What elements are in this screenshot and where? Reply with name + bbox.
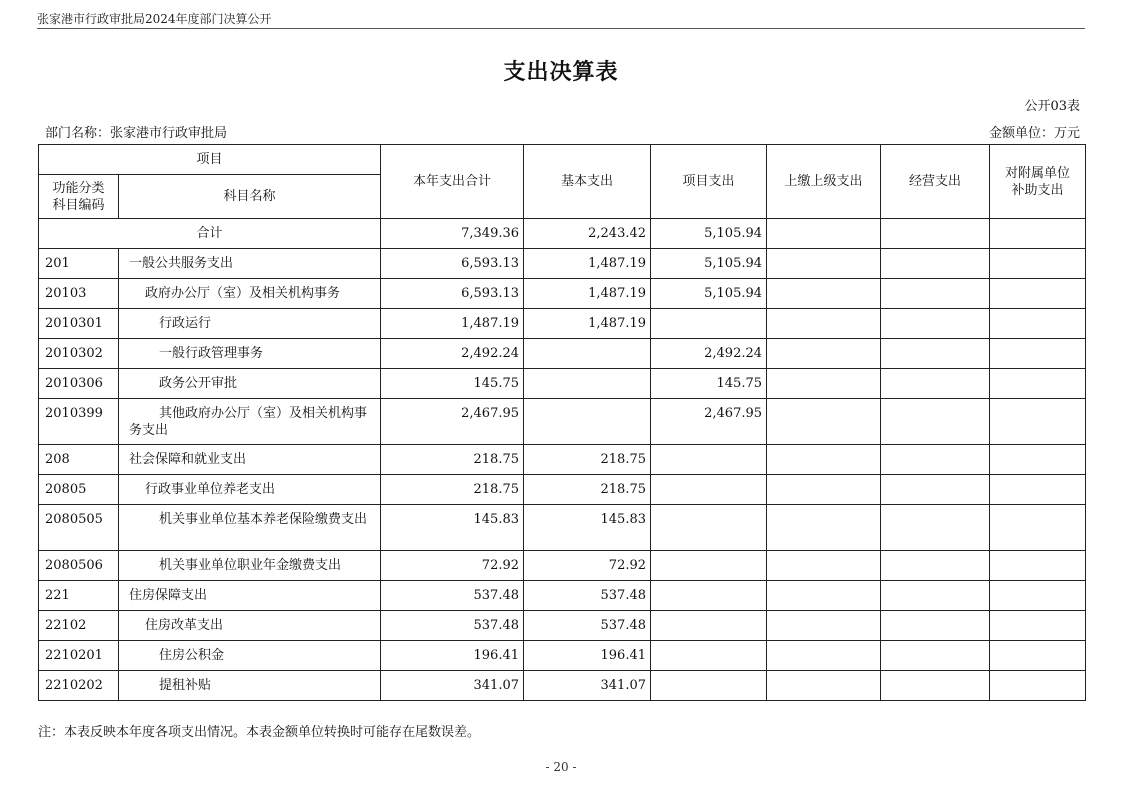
row-subsidy bbox=[990, 551, 1086, 581]
row-total: 6,593.13 bbox=[381, 279, 524, 309]
table-row bbox=[39, 309, 1086, 339]
row-basic: 145.83 bbox=[524, 505, 651, 551]
header-subject-name: 科目名称 bbox=[119, 175, 381, 219]
row-basic bbox=[524, 339, 651, 369]
row-remit bbox=[767, 641, 881, 671]
page-number: - 20 - bbox=[545, 760, 577, 774]
header-subsidy: 对附属单位 补助支出 bbox=[990, 145, 1086, 219]
row-project bbox=[651, 671, 767, 701]
row-remit bbox=[767, 279, 881, 309]
row-total: 218.75 bbox=[381, 445, 524, 475]
total-business bbox=[881, 219, 990, 249]
row-business bbox=[881, 611, 990, 641]
table-row bbox=[39, 339, 1086, 369]
row-subsidy bbox=[990, 611, 1086, 641]
row-business bbox=[881, 505, 990, 551]
table-row bbox=[39, 279, 1086, 309]
row-project bbox=[651, 551, 767, 581]
running-header: 张家港市行政审批局2024年度部门决算公开 bbox=[37, 12, 272, 26]
header-basic: 基本支出 bbox=[524, 145, 651, 219]
row-code: 2010301 bbox=[39, 309, 119, 339]
row-subsidy bbox=[990, 309, 1086, 339]
row-project: 2,467.95 bbox=[651, 399, 767, 445]
row-code: 2080505 bbox=[39, 505, 119, 551]
row-code: 208 bbox=[39, 445, 119, 475]
total-basic: 2,243.42 bbox=[524, 219, 651, 249]
total-row bbox=[39, 219, 1086, 249]
table-row bbox=[39, 641, 1086, 671]
row-code: 20805 bbox=[39, 475, 119, 505]
amount-unit: 金额单位：万元 bbox=[988, 126, 1080, 141]
row-total: 145.83 bbox=[381, 505, 524, 551]
table-number: 公开03表 bbox=[1024, 99, 1080, 114]
row-project: 5,105.94 bbox=[651, 249, 767, 279]
row-project: 2,492.24 bbox=[651, 339, 767, 369]
row-subject-name: 住房保障支出 bbox=[119, 581, 381, 611]
row-code: 2010399 bbox=[39, 399, 119, 445]
row-project bbox=[651, 309, 767, 339]
row-project bbox=[651, 611, 767, 641]
row-basic: 537.48 bbox=[524, 581, 651, 611]
row-business bbox=[881, 445, 990, 475]
row-code: 22102 bbox=[39, 611, 119, 641]
row-subject-name: 一般行政管理事务 bbox=[119, 339, 381, 369]
row-subject-name: 住房公积金 bbox=[119, 641, 381, 671]
row-code: 2210201 bbox=[39, 641, 119, 671]
row-business bbox=[881, 279, 990, 309]
row-basic: 72.92 bbox=[524, 551, 651, 581]
row-subsidy bbox=[990, 279, 1086, 309]
row-subsidy bbox=[990, 399, 1086, 445]
row-project: 5,105.94 bbox=[651, 279, 767, 309]
table-note: 注：本表反映本年度各项支出情况。本表金额单位转换时可能存在尾数误差。 bbox=[38, 725, 481, 740]
row-total: 2,467.95 bbox=[381, 399, 524, 445]
row-total: 341.07 bbox=[381, 671, 524, 701]
row-total: 537.48 bbox=[381, 581, 524, 611]
header-rule bbox=[37, 28, 1085, 29]
row-subject-name: 行政事业单位养老支出 bbox=[119, 475, 381, 505]
row-business bbox=[881, 399, 990, 445]
header-business: 经营支出 bbox=[881, 145, 990, 219]
row-remit bbox=[767, 611, 881, 641]
row-total: 72.92 bbox=[381, 551, 524, 581]
row-total: 2,492.24 bbox=[381, 339, 524, 369]
row-subject-name: 其他政府办公厅（室）及相关机构事务支出 bbox=[119, 399, 381, 445]
row-subject-name: 政府办公厅（室）及相关机构事务 bbox=[119, 279, 381, 309]
row-business bbox=[881, 475, 990, 505]
row-subject-name: 一般公共服务支出 bbox=[119, 249, 381, 279]
row-remit bbox=[767, 249, 881, 279]
table-row bbox=[39, 671, 1086, 701]
row-subject-name: 社会保障和就业支出 bbox=[119, 445, 381, 475]
row-subsidy bbox=[990, 671, 1086, 701]
row-code: 2010302 bbox=[39, 339, 119, 369]
row-code: 221 bbox=[39, 581, 119, 611]
row-remit bbox=[767, 339, 881, 369]
total-project: 5,105.94 bbox=[651, 219, 767, 249]
row-remit bbox=[767, 475, 881, 505]
row-subsidy bbox=[990, 505, 1086, 551]
row-total: 218.75 bbox=[381, 475, 524, 505]
row-business bbox=[881, 309, 990, 339]
row-business bbox=[881, 551, 990, 581]
total-remit bbox=[767, 219, 881, 249]
row-business bbox=[881, 369, 990, 399]
row-business bbox=[881, 581, 990, 611]
header-project: 项目支出 bbox=[651, 145, 767, 219]
table-row bbox=[39, 445, 1086, 475]
page-title: 支出决算表 bbox=[503, 60, 619, 85]
row-business bbox=[881, 641, 990, 671]
row-remit bbox=[767, 581, 881, 611]
row-remit bbox=[767, 399, 881, 445]
row-project bbox=[651, 445, 767, 475]
total-sum: 7,349.36 bbox=[381, 219, 524, 249]
row-subsidy bbox=[990, 339, 1086, 369]
row-code: 2210202 bbox=[39, 671, 119, 701]
row-basic: 196.41 bbox=[524, 641, 651, 671]
row-subsidy bbox=[990, 369, 1086, 399]
row-basic: 218.75 bbox=[524, 445, 651, 475]
row-project bbox=[651, 641, 767, 671]
row-total: 196.41 bbox=[381, 641, 524, 671]
row-business bbox=[881, 339, 990, 369]
row-code: 2010306 bbox=[39, 369, 119, 399]
row-remit bbox=[767, 551, 881, 581]
row-basic bbox=[524, 369, 651, 399]
row-subsidy bbox=[990, 581, 1086, 611]
row-basic bbox=[524, 399, 651, 445]
table-row bbox=[39, 581, 1086, 611]
table-row bbox=[39, 551, 1086, 581]
row-project: 145.75 bbox=[651, 369, 767, 399]
row-basic: 537.48 bbox=[524, 611, 651, 641]
row-remit bbox=[767, 505, 881, 551]
row-subject-name: 政务公开审批 bbox=[119, 369, 381, 399]
row-code: 2080506 bbox=[39, 551, 119, 581]
row-subsidy bbox=[990, 475, 1086, 505]
row-project bbox=[651, 581, 767, 611]
row-subsidy bbox=[990, 249, 1086, 279]
header-code: 功能分类 科目编码 bbox=[39, 175, 119, 219]
total-label: 合计 bbox=[39, 219, 381, 249]
row-business bbox=[881, 249, 990, 279]
header-remit: 上缴上级支出 bbox=[767, 145, 881, 219]
row-total: 537.48 bbox=[381, 611, 524, 641]
row-code: 20103 bbox=[39, 279, 119, 309]
row-remit bbox=[767, 445, 881, 475]
table-row bbox=[39, 399, 1086, 445]
row-remit bbox=[767, 369, 881, 399]
row-basic: 218.75 bbox=[524, 475, 651, 505]
row-code: 201 bbox=[39, 249, 119, 279]
row-subject-name: 行政运行 bbox=[119, 309, 381, 339]
row-subject-name: 住房改革支出 bbox=[119, 611, 381, 641]
department-name: 部门名称：张家港市行政审批局 bbox=[45, 126, 228, 141]
table-row bbox=[39, 249, 1086, 279]
row-basic: 1,487.19 bbox=[524, 309, 651, 339]
total-subsidy bbox=[990, 219, 1086, 249]
row-total: 6,593.13 bbox=[381, 249, 524, 279]
header-total: 本年支出合计 bbox=[381, 145, 524, 219]
row-remit bbox=[767, 309, 881, 339]
row-subject-name: 机关事业单位基本养老保险缴费支出 bbox=[119, 505, 381, 551]
row-project bbox=[651, 475, 767, 505]
row-basic: 1,487.19 bbox=[524, 249, 651, 279]
row-subsidy bbox=[990, 641, 1086, 671]
row-remit bbox=[767, 671, 881, 701]
table-row bbox=[39, 505, 1086, 551]
row-basic: 341.07 bbox=[524, 671, 651, 701]
row-basic: 1,487.19 bbox=[524, 279, 651, 309]
row-total: 1,487.19 bbox=[381, 309, 524, 339]
table-row bbox=[39, 611, 1086, 641]
row-project bbox=[651, 505, 767, 551]
header-item: 项目 bbox=[39, 145, 381, 175]
table-row bbox=[39, 475, 1086, 505]
row-total: 145.75 bbox=[381, 369, 524, 399]
table-row bbox=[39, 369, 1086, 399]
row-subject-name: 提租补贴 bbox=[119, 671, 381, 701]
row-business bbox=[881, 671, 990, 701]
expenditure-table bbox=[38, 144, 1086, 701]
row-subsidy bbox=[990, 445, 1086, 475]
row-subject-name: 机关事业单位职业年金缴费支出 bbox=[119, 551, 381, 581]
